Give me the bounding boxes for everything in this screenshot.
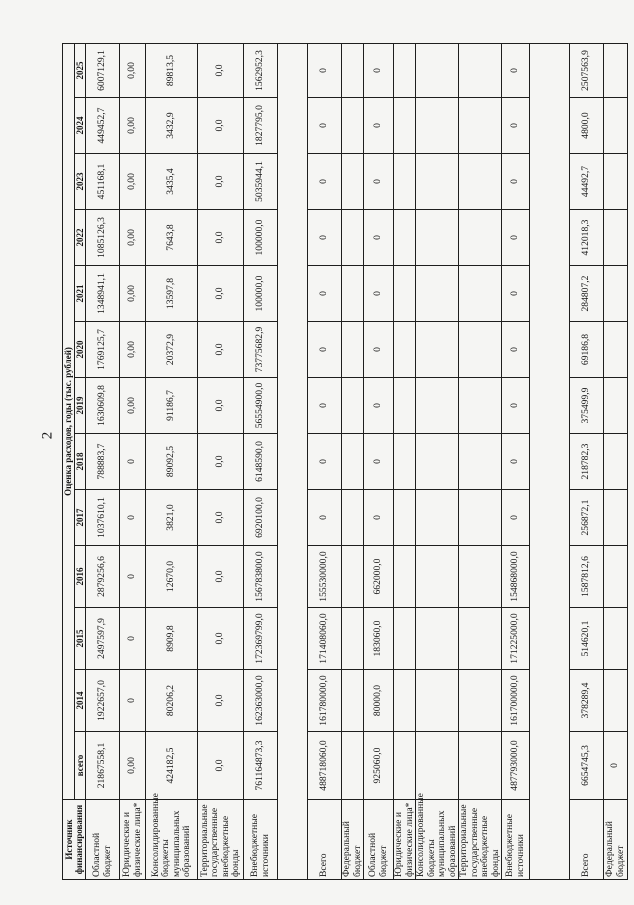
table-cell bbox=[416, 266, 459, 322]
table-cell: 0 bbox=[120, 490, 146, 546]
table-cell: 44492,7 bbox=[570, 154, 604, 210]
table-cell: 514620,1 bbox=[570, 608, 604, 670]
table-cell: 488718060,0 bbox=[308, 732, 342, 800]
row-label: Федеральный бюджет bbox=[342, 800, 364, 880]
table-cell: 0 bbox=[502, 98, 530, 154]
table-cell bbox=[394, 608, 416, 670]
table-cell: 1827795,0 bbox=[244, 98, 278, 154]
table-cell: 0,0 bbox=[198, 670, 244, 732]
table-cell: 12670,0 bbox=[146, 546, 198, 608]
table-cell bbox=[394, 732, 416, 800]
table-cell: 20372,9 bbox=[146, 322, 198, 378]
table-cell: 2507563,9 bbox=[570, 43, 604, 97]
table-cell: 183060,0 bbox=[364, 608, 394, 670]
table-row bbox=[198, 43, 244, 879]
table-cell: 0 bbox=[364, 154, 394, 210]
year-column-header: 2019 bbox=[74, 378, 86, 434]
year-column-header: 2017 bbox=[74, 490, 86, 546]
table-cell: 0 bbox=[502, 434, 530, 490]
table-cell bbox=[604, 210, 628, 266]
row-label: Консолидированные бюджеты муниципальных образований bbox=[416, 800, 459, 880]
table-cell: 56554900,0 bbox=[244, 378, 278, 434]
year-column-header: 2018 bbox=[74, 434, 86, 490]
table-row bbox=[308, 43, 342, 879]
table-cell bbox=[459, 322, 502, 378]
table-cell: 218782,3 bbox=[570, 434, 604, 490]
table-cell: 3435,4 bbox=[146, 154, 198, 210]
table-row bbox=[604, 43, 628, 879]
table-cell: 172369799,0 bbox=[244, 608, 278, 670]
table-cell bbox=[416, 546, 459, 608]
table-cell bbox=[394, 378, 416, 434]
table-cell bbox=[394, 154, 416, 210]
table-cell: 21867558,1 bbox=[86, 732, 120, 800]
table-row bbox=[146, 43, 198, 879]
table-cell: 0 bbox=[364, 266, 394, 322]
table-cell: 0,0 bbox=[198, 154, 244, 210]
section-heading bbox=[278, 43, 308, 879]
row-label: Федеральный бюджет bbox=[604, 800, 628, 880]
year-column-header: 2020 bbox=[74, 322, 86, 378]
table-cell bbox=[459, 546, 502, 608]
table-cell: 0 bbox=[308, 43, 342, 97]
table-cell: 0 bbox=[120, 434, 146, 490]
table-cell: 73775682,9 bbox=[244, 322, 278, 378]
table-cell: 1085126,3 bbox=[86, 210, 120, 266]
table-cell: 13597,8 bbox=[146, 266, 198, 322]
year-column-header: 2021 bbox=[74, 266, 86, 322]
table-cell bbox=[604, 434, 628, 490]
table-cell bbox=[342, 210, 364, 266]
table-cell: 0 bbox=[502, 490, 530, 546]
table-cell: 284807,2 bbox=[570, 266, 604, 322]
table-cell: 5035944,1 bbox=[244, 154, 278, 210]
table-cell: 0,0 bbox=[198, 98, 244, 154]
row-label: Внебюджетные источники bbox=[244, 800, 278, 880]
table-cell bbox=[604, 608, 628, 670]
table-cell: 0,0 bbox=[198, 546, 244, 608]
table-cell bbox=[342, 322, 364, 378]
year-column-header: 2022 bbox=[74, 210, 86, 266]
table-row bbox=[570, 43, 604, 879]
table-cell: 6148590,0 bbox=[244, 434, 278, 490]
table-cell: 3821,0 bbox=[146, 490, 198, 546]
row-label: Юридические и физические лица* bbox=[394, 800, 416, 880]
table-cell: 0,0 bbox=[198, 434, 244, 490]
table-cell: 0 bbox=[364, 98, 394, 154]
table-row bbox=[459, 43, 502, 879]
table-cell bbox=[342, 732, 364, 800]
table-cell: 161780000,0 bbox=[308, 670, 342, 732]
table-cell: 80000,0 bbox=[364, 670, 394, 732]
table-cell bbox=[416, 98, 459, 154]
table-cell bbox=[342, 154, 364, 210]
table-cell bbox=[342, 378, 364, 434]
table-cell: 0 bbox=[308, 154, 342, 210]
table-cell: 1348941,1 bbox=[86, 266, 120, 322]
table-row bbox=[342, 43, 364, 879]
table-cell: 0 bbox=[364, 210, 394, 266]
table-cell: 0 bbox=[308, 378, 342, 434]
table-cell: 0,00 bbox=[120, 732, 146, 800]
table-cell bbox=[342, 670, 364, 732]
table-cell: 0 bbox=[364, 322, 394, 378]
table-cell bbox=[416, 608, 459, 670]
table-cell bbox=[459, 266, 502, 322]
table-cell: 0,00 bbox=[120, 378, 146, 434]
table-cell: 0 bbox=[308, 434, 342, 490]
table-cell bbox=[604, 378, 628, 434]
table-cell: 89813,5 bbox=[146, 43, 198, 97]
table-cell: 412018,3 bbox=[570, 210, 604, 266]
table-cell: 451168,1 bbox=[86, 154, 120, 210]
row-label: Областной бюджет bbox=[364, 800, 394, 880]
table-cell bbox=[394, 322, 416, 378]
table-cell bbox=[459, 378, 502, 434]
table-cell: 171225000,0 bbox=[502, 608, 530, 670]
table-cell: 100000,0 bbox=[244, 266, 278, 322]
table-row bbox=[120, 43, 146, 879]
table-row bbox=[502, 43, 530, 879]
table-cell: 0 bbox=[364, 378, 394, 434]
table-cell: 1630609,8 bbox=[86, 378, 120, 434]
table-cell: 449452,7 bbox=[86, 98, 120, 154]
table-row bbox=[86, 43, 120, 879]
table-cell: 0 bbox=[120, 670, 146, 732]
subprogram-title-row bbox=[530, 43, 570, 879]
table-cell: 0 bbox=[120, 546, 146, 608]
table-cell: 487793000,0 bbox=[502, 732, 530, 800]
table-cell bbox=[459, 490, 502, 546]
table-cell bbox=[416, 732, 459, 800]
table-cell bbox=[604, 670, 628, 732]
table-cell: 0,00 bbox=[120, 43, 146, 97]
table-cell: 788883,7 bbox=[86, 434, 120, 490]
table-cell: 0,00 bbox=[120, 322, 146, 378]
table-cell: 0,0 bbox=[198, 210, 244, 266]
table-cell: 256872,1 bbox=[570, 490, 604, 546]
table-cell: 2879256,6 bbox=[86, 546, 120, 608]
table-cell: 0 bbox=[364, 490, 394, 546]
table-cell: 0,0 bbox=[198, 608, 244, 670]
table-cell bbox=[342, 490, 364, 546]
table-row bbox=[244, 43, 278, 879]
table-cell: 0,0 bbox=[198, 266, 244, 322]
table-cell: 0 bbox=[502, 210, 530, 266]
table-cell bbox=[342, 266, 364, 322]
table-cell bbox=[459, 43, 502, 97]
row-label: Всего bbox=[570, 800, 604, 880]
row-label: Областной бюджет bbox=[86, 800, 120, 880]
table-cell bbox=[394, 434, 416, 490]
table-cell: 0 bbox=[502, 322, 530, 378]
table-cell: 662000,0 bbox=[364, 546, 394, 608]
table-cell: 91186,7 bbox=[146, 378, 198, 434]
row-label: Территориальные государственные внебюджетные фонды bbox=[198, 800, 244, 880]
table-cell: 156783800,0 bbox=[244, 546, 278, 608]
table-cell: 0,0 bbox=[198, 378, 244, 434]
table-cell: 0 bbox=[502, 43, 530, 97]
table-cell bbox=[394, 546, 416, 608]
table-cell bbox=[459, 210, 502, 266]
table-row bbox=[394, 43, 416, 879]
table-cell bbox=[394, 490, 416, 546]
table-row bbox=[364, 43, 394, 879]
row-label: Внебюджетные источники bbox=[502, 800, 530, 880]
table-cell bbox=[416, 670, 459, 732]
table-cell: 0,00 bbox=[120, 266, 146, 322]
year-column-header: 2025 bbox=[74, 43, 86, 97]
table-cell: 80206,2 bbox=[146, 670, 198, 732]
table-cell: 0 bbox=[364, 434, 394, 490]
table-cell: 7643,8 bbox=[146, 210, 198, 266]
table-cell: 0,0 bbox=[198, 490, 244, 546]
table-cell: 0,00 bbox=[120, 154, 146, 210]
year-column-header: 2016 bbox=[74, 546, 86, 608]
table-cell: 761164873,3 bbox=[244, 732, 278, 800]
table-cell: 1922657,0 bbox=[86, 670, 120, 732]
table-cell bbox=[342, 43, 364, 97]
table-cell: 1587812,6 bbox=[570, 546, 604, 608]
table-row bbox=[416, 43, 459, 879]
table-cell bbox=[459, 670, 502, 732]
table-cell: 6654745,3 bbox=[570, 732, 604, 800]
table-cell: 6007129,1 bbox=[86, 43, 120, 97]
row-label: Всего bbox=[308, 800, 342, 880]
year-column-header: 2015 bbox=[74, 608, 86, 670]
funding-table bbox=[62, 43, 628, 880]
table-cell: 0 bbox=[308, 322, 342, 378]
table-cell: 0 bbox=[120, 608, 146, 670]
table-cell bbox=[416, 490, 459, 546]
year-column-header: 2024 bbox=[74, 98, 86, 154]
table-cell bbox=[394, 670, 416, 732]
table-cell: 6920100,0 bbox=[244, 490, 278, 546]
table-cell: 0 bbox=[308, 98, 342, 154]
table-cell: 0 bbox=[502, 378, 530, 434]
page-number: 2 bbox=[39, 431, 56, 440]
table-cell: 162363000,0 bbox=[244, 670, 278, 732]
row-label: Территориальные государственные внебюджетные фонды bbox=[459, 800, 502, 880]
table-cell: 0,0 bbox=[198, 43, 244, 97]
table-cell bbox=[416, 210, 459, 266]
table-cell bbox=[604, 98, 628, 154]
year-column-header: 2023 bbox=[74, 154, 86, 210]
table-cell: 100000,0 bbox=[244, 210, 278, 266]
table-cell bbox=[459, 608, 502, 670]
table-cell bbox=[604, 154, 628, 210]
table-cell: 0,0 bbox=[198, 732, 244, 800]
table-cell: 89092,5 bbox=[146, 434, 198, 490]
table-cell: 0 bbox=[308, 210, 342, 266]
table-cell: 171408060,0 bbox=[308, 608, 342, 670]
table-cell: 0 bbox=[502, 266, 530, 322]
table-cell bbox=[604, 266, 628, 322]
table-cell bbox=[416, 322, 459, 378]
table-cell bbox=[604, 43, 628, 97]
table-cell bbox=[342, 546, 364, 608]
table-cell: 155530000,0 bbox=[308, 546, 342, 608]
table-cell bbox=[394, 43, 416, 97]
table-cell: 3432,9 bbox=[146, 98, 198, 154]
table-cell bbox=[604, 546, 628, 608]
table-cell: 0 bbox=[502, 154, 530, 210]
table-cell: 0,00 bbox=[120, 210, 146, 266]
source-column-header: Источник финансирования bbox=[63, 800, 86, 880]
rotated-table-wrapper bbox=[62, 44, 626, 880]
table-cell bbox=[394, 98, 416, 154]
table-cell: 0 bbox=[604, 732, 628, 800]
table-cell: 0 bbox=[308, 490, 342, 546]
table-cell: 0 bbox=[364, 43, 394, 97]
table-cell bbox=[342, 98, 364, 154]
table-cell: 2497597,9 bbox=[86, 608, 120, 670]
table-cell: 375499,9 bbox=[570, 378, 604, 434]
row-label: Юридические и физические лица* bbox=[120, 800, 146, 880]
table-cell bbox=[604, 490, 628, 546]
table-cell: 0,00 bbox=[120, 98, 146, 154]
table-cell bbox=[416, 434, 459, 490]
table-cell: 1562952,3 bbox=[244, 43, 278, 97]
table-cell: 424182,5 bbox=[146, 732, 198, 800]
table-cell bbox=[394, 266, 416, 322]
table-cell bbox=[342, 434, 364, 490]
year-column-header: всего bbox=[74, 732, 86, 800]
table-cell bbox=[604, 322, 628, 378]
table-cell: 69186,8 bbox=[570, 322, 604, 378]
table-cell: 4800,0 bbox=[570, 98, 604, 154]
table-cell: 1769125,7 bbox=[86, 322, 120, 378]
table-cell bbox=[342, 608, 364, 670]
table-cell bbox=[394, 210, 416, 266]
table-cell: 925060,0 bbox=[364, 732, 394, 800]
row-label: Консолидированные бюджеты муниципальных образований bbox=[146, 800, 198, 880]
table-cell: 0 bbox=[308, 266, 342, 322]
table-cell: 0,0 bbox=[198, 322, 244, 378]
table-cell bbox=[459, 732, 502, 800]
table-cell: 8909,8 bbox=[146, 608, 198, 670]
table-cell bbox=[416, 43, 459, 97]
year-column-header: 2014 bbox=[74, 670, 86, 732]
table-cell bbox=[459, 98, 502, 154]
table-cell: 1037610,1 bbox=[86, 490, 120, 546]
table-cell bbox=[459, 434, 502, 490]
table-cell: 154868000,0 bbox=[502, 546, 530, 608]
table-cell: 378289,4 bbox=[570, 670, 604, 732]
estimate-group-header: Оценка расходов, годы (тыс. рублей) bbox=[63, 43, 75, 799]
table-cell bbox=[416, 154, 459, 210]
table-cell bbox=[416, 378, 459, 434]
subprogram-title bbox=[530, 43, 570, 879]
table-cell: 161700000,0 bbox=[502, 670, 530, 732]
table-cell bbox=[459, 154, 502, 210]
section-heading-row bbox=[278, 43, 308, 879]
